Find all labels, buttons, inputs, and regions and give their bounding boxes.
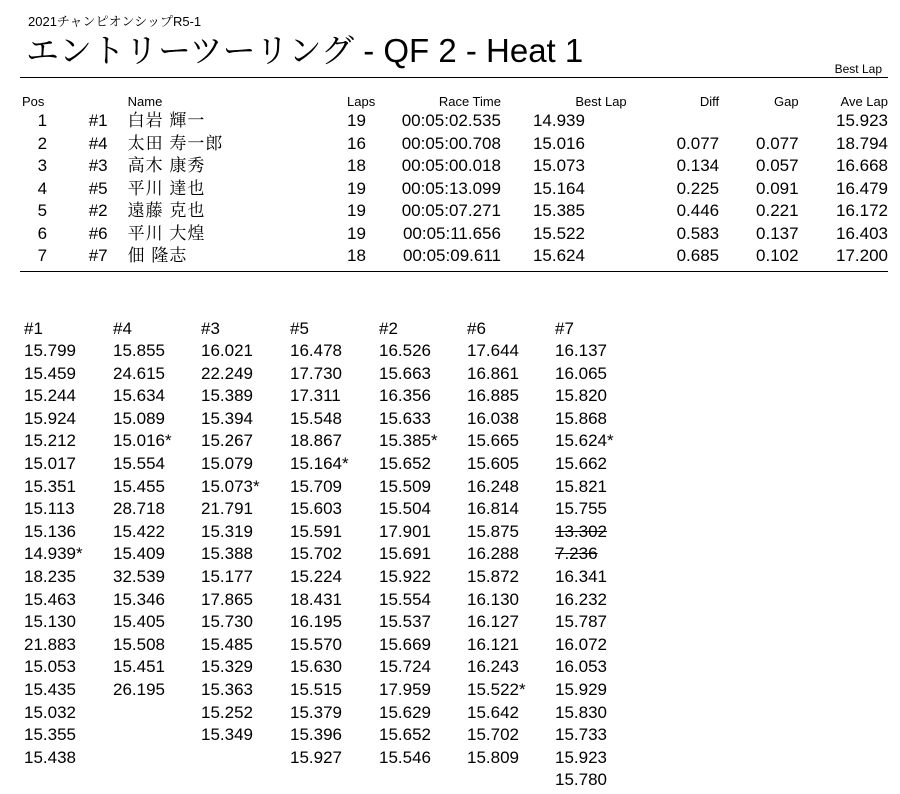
lap-column	[201, 318, 291, 747]
cell-ave-lap: 16.172	[836, 201, 888, 221]
col-name: Name	[127, 94, 163, 109]
best-lap-tag: Best Lap	[834, 62, 882, 76]
lap-time: 16.130	[467, 589, 519, 609]
cell-laps: 19	[347, 178, 366, 198]
lap-time: 15.435	[24, 679, 76, 699]
lap-column	[467, 318, 557, 769]
lap-time: 14.939*	[24, 544, 83, 564]
lap-time: 15.394	[201, 408, 253, 428]
cell-name: 太田 寿一郎	[127, 133, 224, 153]
col-diff: Diff	[699, 94, 720, 109]
cell-best-lap: 15.164	[532, 178, 585, 198]
lap-time: 16.127	[467, 612, 519, 632]
lap-time: 17.865	[201, 589, 253, 609]
lap-time: 15.924	[24, 408, 76, 428]
lap-time: 15.508	[113, 634, 165, 654]
lap-time: 15.570	[290, 634, 342, 654]
lap-column-driver: #7	[555, 319, 574, 338]
lap-time: 15.875	[467, 521, 519, 541]
lap-time: 15.554	[379, 589, 431, 609]
lap-column	[555, 318, 645, 792]
lap-column	[113, 318, 203, 702]
results-header-row	[20, 94, 888, 110]
cell-best-lap: 15.385	[532, 201, 585, 221]
lap-time: 18.867	[290, 431, 342, 451]
lap-time: 15.820	[555, 386, 607, 406]
cell-diff: 0.134	[676, 156, 720, 176]
col-number	[89, 94, 128, 110]
cell-pos: 2	[37, 133, 48, 153]
lap-time: 16.121	[467, 634, 519, 654]
cell-pos: 3	[37, 156, 48, 176]
lap-time: 16.526	[379, 341, 431, 360]
lap-time: 15.730	[201, 612, 253, 632]
lap-time: 15.459	[24, 363, 76, 383]
cell-number: #3	[88, 156, 108, 176]
lap-time: 17.959	[379, 679, 431, 699]
lap-column-driver: #4	[113, 319, 132, 338]
lap-time: 15.319	[201, 521, 253, 541]
cell-laps: 18	[347, 246, 366, 266]
lap-time: 15.669	[379, 634, 431, 654]
lap-time: 16.243	[467, 657, 519, 677]
lap-column-driver: #1	[24, 319, 43, 338]
lap-time: 15.388	[201, 544, 253, 564]
lap-time: 28.718	[113, 499, 165, 519]
lap-time: 15.504	[379, 499, 431, 519]
lap-time: 15.642	[467, 702, 519, 722]
lap-time: 15.346	[113, 589, 165, 609]
lap-time: 16.478	[290, 341, 342, 360]
lap-time: 16.356	[379, 386, 431, 406]
lap-time: 15.405	[113, 612, 165, 632]
lap-time: 15.164*	[290, 453, 349, 473]
lap-time: 16.065	[555, 363, 607, 383]
lap-time: 15.855	[113, 341, 165, 360]
result-row	[20, 200, 888, 223]
lap-time: 15.537	[379, 612, 431, 632]
cell-number: #7	[88, 246, 108, 266]
cell-laps: 19	[347, 201, 366, 221]
lap-time: 16.072	[555, 634, 607, 654]
lap-time: 15.733	[555, 725, 607, 745]
lap-time: 16.885	[467, 386, 519, 406]
lap-time: 15.591	[290, 521, 342, 541]
lap-time: 15.724	[379, 657, 431, 677]
cell-pos: 7	[37, 246, 48, 266]
lap-time: 15.821	[555, 476, 607, 496]
lap-time: 15.872	[467, 566, 519, 586]
lap-column-driver: #6	[467, 319, 486, 338]
result-row	[20, 133, 888, 156]
lap-time: 15.113	[24, 499, 75, 519]
lap-time: 17.311	[290, 386, 341, 406]
cell-best-lap: 15.522	[532, 223, 585, 243]
lap-time: 15.702	[467, 725, 519, 745]
cell-name: 高木 康秀	[127, 156, 206, 176]
col-gap: Gap	[773, 94, 799, 109]
cell-ave-lap: 16.403	[836, 223, 888, 243]
lap-time: 15.927	[290, 747, 342, 767]
lap-time: 15.515	[290, 679, 342, 699]
lap-time: 15.177	[201, 566, 253, 586]
result-row	[20, 245, 888, 268]
cell-diff: 0.685	[676, 246, 720, 266]
cell-ave-lap: 16.668	[836, 156, 888, 176]
cell-pos: 6	[37, 223, 48, 243]
event-subtitle: 2021チャンピオンシップR5-1	[28, 14, 202, 29]
lap-column-driver: #5	[290, 319, 309, 338]
lap-time: 15.385*	[379, 431, 438, 451]
lap-time: 15.634	[113, 386, 165, 406]
cell-best-lap: 15.624	[532, 246, 585, 266]
lap-time: 15.389	[201, 386, 253, 406]
cell-gap: 0.057	[756, 156, 799, 176]
lap-time: 21.791	[201, 499, 253, 519]
lap-time: 15.224	[290, 566, 342, 586]
lap-time: 15.663	[379, 363, 431, 383]
cell-number: #1	[88, 111, 108, 131]
lap-time: 16.861	[467, 363, 519, 383]
cell-gap: 0.137	[756, 223, 799, 243]
cell-pos: 5	[37, 201, 48, 221]
cell-laps: 16	[347, 133, 366, 153]
lap-time: 16.248	[467, 476, 519, 496]
lap-column-driver: #3	[201, 319, 220, 338]
lap-time: 15.409	[113, 544, 165, 564]
cell-number: #2	[88, 201, 108, 221]
lap-time: 15.329	[201, 657, 253, 677]
lap-column-driver: #2	[379, 319, 398, 338]
page-title: エントリーツーリング - QF 2 - Heat 1	[26, 32, 584, 69]
lap-time: 15.780	[555, 770, 607, 790]
result-row	[20, 155, 888, 178]
cell-best-lap: 15.016	[532, 133, 585, 153]
cell-name: 白岩 輝一	[127, 111, 206, 131]
lap-time: 26.195	[113, 679, 165, 699]
lap-time: 15.349	[201, 725, 253, 745]
lap-time: 15.073*	[201, 476, 260, 496]
lap-time: 17.644	[467, 341, 519, 360]
lap-time: 15.363	[201, 679, 253, 699]
lap-time: 15.079	[201, 453, 253, 473]
cell-diff: 0.077	[676, 133, 720, 153]
lap-time: 15.396	[290, 725, 342, 745]
lap-time: 17.730	[290, 363, 342, 383]
lap-time: 15.830	[555, 702, 607, 722]
cell-race-time: 00:05:02.535	[401, 111, 501, 131]
results-table	[20, 94, 888, 268]
cell-name: 平川 大煌	[127, 223, 206, 243]
cell-pos: 1	[37, 111, 48, 131]
lap-time: 15.252	[201, 702, 253, 722]
cell-diff: 0.225	[676, 178, 720, 198]
lap-time: 32.539	[113, 566, 165, 586]
lap-time: 18.235	[24, 566, 76, 586]
lap-time: 15.422	[113, 521, 165, 541]
lap-time: 15.267	[201, 431, 253, 451]
lap-time: 15.548	[290, 408, 342, 428]
lap-column	[290, 318, 380, 769]
lap-time: 16.021	[201, 341, 253, 360]
cell-race-time: 00:05:00.708	[401, 133, 501, 153]
cell-race-time: 00:05:11.656	[402, 223, 501, 243]
lap-time: 15.629	[379, 702, 431, 722]
lap-time: 15.809	[467, 747, 519, 767]
lap-time: 18.431	[290, 589, 342, 609]
lap-time: 15.652	[379, 453, 431, 473]
lap-time: 15.546	[379, 747, 431, 767]
cell-laps: 19	[347, 111, 366, 131]
cell-race-time: 00:05:13.099	[401, 178, 501, 198]
lap-time: 16.232	[555, 589, 607, 609]
lap-time: 15.089	[113, 408, 165, 428]
lap-time: 24.615	[113, 363, 165, 383]
lap-time: 15.130	[24, 612, 76, 632]
lap-time: 13.302	[555, 521, 607, 541]
cell-gap: 0.102	[756, 246, 799, 266]
lap-time: 15.053	[24, 657, 76, 677]
lap-time: 15.212	[24, 431, 76, 451]
lap-time: 15.016*	[113, 431, 172, 451]
lap-time: 15.603	[290, 499, 342, 519]
lap-time: 15.509	[379, 476, 431, 496]
lap-time: 15.624*	[555, 431, 614, 451]
lap-time: 16.137	[555, 341, 607, 360]
col-best-lap: Best Lap	[575, 94, 627, 109]
cell-race-time: 00:05:07.271	[401, 201, 501, 221]
lap-time: 16.814	[467, 499, 519, 519]
lap-time: 22.249	[201, 363, 253, 383]
header-divider	[20, 77, 888, 78]
cell-race-time: 00:05:00.018	[401, 156, 501, 176]
cell-ave-lap: 17.200	[836, 246, 888, 266]
lap-column	[379, 318, 469, 769]
cell-name: 佃 隆志	[127, 246, 188, 266]
lap-time: 15.633	[379, 408, 431, 428]
lap-time: 21.883	[24, 634, 76, 654]
lap-time: 15.244	[24, 386, 76, 406]
lap-time: 15.787	[555, 612, 607, 632]
lap-time: 15.799	[24, 341, 76, 360]
col-pos: Pos	[22, 94, 45, 109]
cell-gap: 0.221	[756, 201, 799, 221]
cell-diff: 0.446	[676, 201, 720, 221]
cell-name: 遠藤 克也	[127, 201, 206, 221]
cell-ave-lap: 15.923	[836, 111, 888, 131]
lap-time: 7.236	[555, 544, 598, 564]
lap-time: 15.522*	[467, 679, 526, 699]
result-row	[20, 110, 888, 133]
lap-time: 15.554	[113, 453, 165, 473]
lap-time: 15.868	[555, 408, 607, 428]
lap-time: 16.341	[555, 566, 607, 586]
col-race-time: Race Time	[438, 94, 501, 109]
cell-gap	[719, 110, 798, 133]
lap-time: 15.032	[24, 702, 76, 722]
cell-pos: 4	[37, 178, 48, 198]
cell-best-lap: 14.939	[532, 111, 585, 131]
results-divider	[20, 271, 888, 272]
lap-time: 15.485	[201, 634, 253, 654]
cell-gap: 0.091	[756, 178, 799, 198]
lap-time: 15.463	[24, 589, 76, 609]
lap-time: 15.379	[290, 702, 342, 722]
cell-name: 平川 達也	[127, 178, 206, 198]
lap-time: 15.605	[467, 453, 519, 473]
lap-time: 15.351	[24, 476, 76, 496]
lap-time: 15.017	[24, 453, 76, 473]
lap-time: 16.195	[290, 612, 342, 632]
lap-time: 15.652	[379, 725, 431, 745]
cell-diff: 0.583	[676, 223, 720, 243]
cell-gap: 0.077	[756, 133, 799, 153]
cell-number: #6	[88, 223, 108, 243]
lap-time: 16.053	[555, 657, 607, 677]
lap-column	[24, 318, 114, 769]
result-row	[20, 223, 888, 246]
lap-time: 15.755	[555, 499, 607, 519]
cell-best-lap: 15.073	[532, 156, 585, 176]
lap-time: 16.038	[467, 408, 519, 428]
lap-time: 15.662	[555, 453, 607, 473]
lap-time: 15.451	[113, 657, 165, 677]
lap-time: 15.455	[113, 476, 165, 496]
cell-diff	[627, 110, 719, 133]
lap-time: 16.288	[467, 544, 519, 564]
cell-number: #5	[88, 178, 108, 198]
col-laps: Laps	[347, 94, 376, 109]
cell-ave-lap: 16.479	[836, 178, 888, 198]
cell-ave-lap: 18.794	[836, 133, 888, 153]
lap-time: 15.630	[290, 657, 342, 677]
col-ave-lap: Ave Lap	[840, 94, 888, 109]
result-row	[20, 178, 888, 201]
lap-time: 17.901	[379, 521, 431, 541]
lap-time: 15.355	[24, 725, 76, 745]
lap-time: 15.702	[290, 544, 342, 564]
lap-time: 15.438	[24, 747, 76, 767]
lap-time: 15.709	[290, 476, 342, 496]
cell-laps: 19	[347, 223, 366, 243]
lap-time: 15.665	[467, 431, 519, 451]
lap-time: 15.923	[555, 747, 607, 767]
cell-laps: 18	[347, 156, 366, 176]
cell-number: #4	[88, 133, 108, 153]
lap-time: 15.136	[24, 521, 76, 541]
cell-race-time: 00:05:09.611	[402, 246, 501, 266]
lap-time: 15.929	[555, 679, 607, 699]
lap-time: 15.691	[379, 544, 431, 564]
lap-time: 15.922	[379, 566, 431, 586]
